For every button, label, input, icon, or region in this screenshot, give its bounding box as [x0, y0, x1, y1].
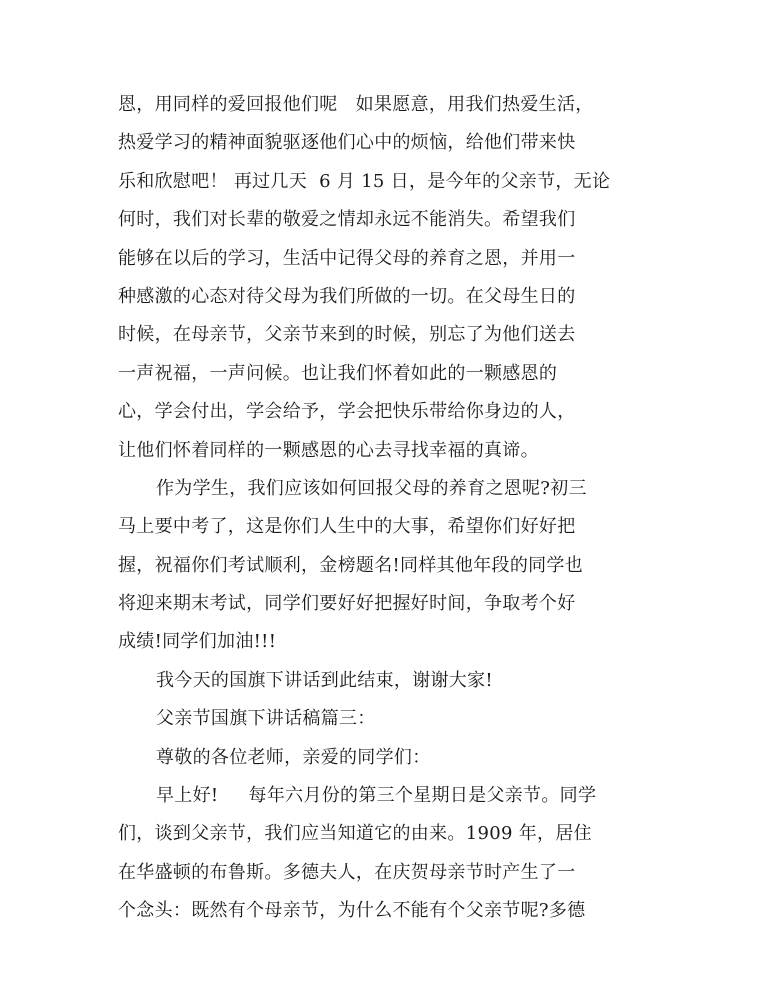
text-line: 我今天的国旗下讲话到此结束，谢谢大家! — [156, 669, 493, 691]
text-line: 们，谈到父亲节，我们应当知道它的由来。1909 年，居住 — [118, 823, 592, 845]
text-line: 热爱学习的精神面貌驱逐他们心中的烦恼，给他们带来快 — [118, 132, 576, 154]
text-line: 一声祝福，一声问候。也让我们怀着如此的一颗感恩的 — [118, 362, 558, 384]
text-line: 成绩!同学们加油!!! — [118, 631, 277, 653]
text-line: 能够在以后的学习，生活中记得父母的养育之恩，并用一 — [118, 247, 576, 269]
text-line: 早上好! 每年六月份的第三个星期日是父亲节。同学 — [156, 785, 597, 807]
text-line: 父亲节国旗下讲话稿篇三： — [156, 708, 376, 730]
text-line: 种感激的心态对待父母为我们所做的一切。在父母生日的 — [118, 285, 576, 307]
text-line: 让他们怀着同样的一颗感恩的心去寻找幸福的真谛。 — [118, 439, 539, 461]
text-line: 个念头：既然有个母亲节，为什么不能有个父亲节呢?多德 — [118, 900, 586, 922]
text-line: 尊敬的各位老师，亲爱的同学们： — [156, 746, 431, 768]
text-line: 将迎来期末考试，同学们要好好把握好时间，争取考个好 — [118, 593, 576, 615]
document-body — [118, 86, 663, 931]
text-line: 马上要中考了，这是你们人生中的大事，希望你们好好把 — [118, 516, 576, 538]
text-line: 恩，用同样的爱回报他们呢 如果愿意，用我们热爱生活， — [118, 94, 594, 115]
text-line: 心，学会付出，学会给予，学会把快乐带给你身边的人， — [118, 401, 576, 423]
text-line: 时候，在母亲节，父亲节来到的时候，别忘了为他们送去 — [118, 324, 576, 346]
text-line: 何时，我们对长辈的敬爱之情却永远不能消失。希望我们 — [118, 209, 576, 231]
text-line: 作为学生，我们应该如何回报父母的养育之恩呢?初三 — [156, 477, 587, 499]
text-line: 乐和欣慰吧！ 再过几天 6 月 15 日，是今年的父亲节，无论 — [118, 170, 611, 192]
text-line: 在华盛顿的布鲁斯。多德夫人，在庆贺母亲节时产生了一 — [118, 861, 576, 883]
text-line: 握，祝福你们考试顺利，金榜题名!同样其他年段的同学也 — [118, 554, 584, 576]
